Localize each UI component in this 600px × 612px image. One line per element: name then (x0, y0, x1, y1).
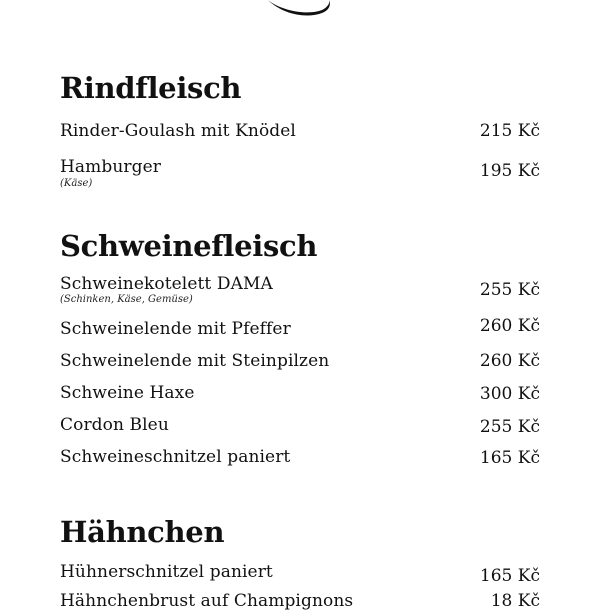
menu-item-price: 195 Kč (479, 161, 540, 181)
decorative-flourish-icon (262, 0, 336, 20)
menu-item-price: 300 Kč (479, 384, 540, 404)
section-title-haehnchen: Hähnchen (60, 515, 225, 549)
menu-item-name: Schweinelende mit Pfeffer (60, 319, 291, 339)
menu-item-name: Hamburger (60, 157, 162, 177)
menu-item-price: 260 Kč (479, 316, 540, 336)
menu-item-name: Schweinelende mit Steinpilzen (60, 351, 330, 371)
menu-item-price: 260 Kč (479, 351, 540, 371)
menu-item-price: 165 Kč (479, 566, 540, 586)
menu-item-name: Rinder-Goulash mit Knödel (60, 121, 296, 141)
menu-item-price: 255 Kč (479, 280, 540, 300)
menu-item-price: 215 Kč (479, 121, 540, 141)
section-title-rindfleisch: Rindfleisch (60, 71, 242, 105)
menu-item-price: 165 Kč (479, 448, 540, 468)
section-title-schweinefleisch: Schweinefleisch (60, 229, 318, 263)
menu-item-price: 255 Kč (479, 417, 540, 437)
menu-item-price: 18 Kč (490, 591, 540, 611)
menu-item-note: (Schinken, Käse, Gemüse) (60, 294, 193, 305)
menu-item-name: Schweinekotelett DAMA (60, 274, 273, 294)
menu-item-name: Schweineschnitzel paniert (60, 447, 291, 467)
menu-item-note: (Käse) (60, 178, 93, 189)
menu-item-name: Hähnchenbrust auf Champignons (60, 591, 354, 611)
menu-item-name: Schweine Haxe (60, 383, 195, 403)
menu-item-name: Hühnerschnitzel paniert (60, 562, 273, 582)
menu-item-name: Cordon Bleu (60, 415, 169, 435)
